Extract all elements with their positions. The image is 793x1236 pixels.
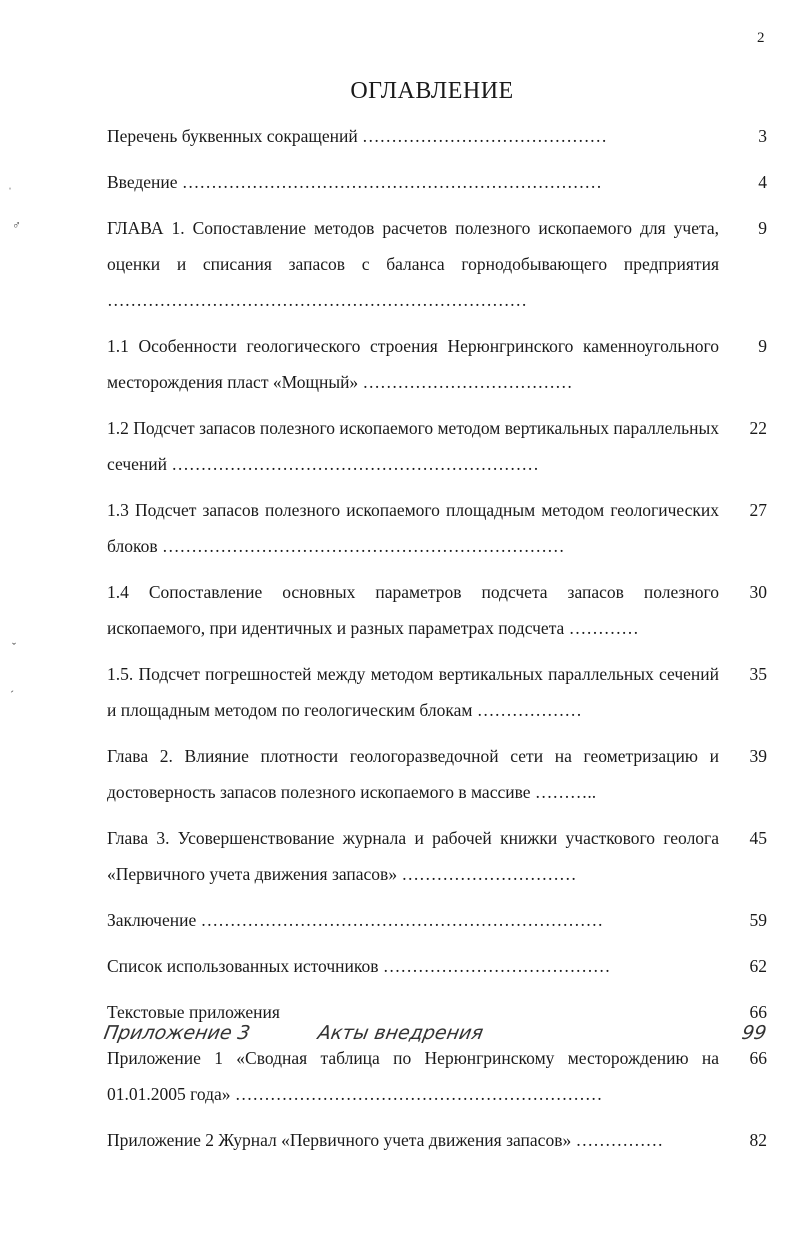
- toc-entry-page: 27: [749, 500, 767, 520]
- toc-entry-page: 30: [749, 582, 767, 602]
- toc-entry: [107, 1122, 767, 1158]
- toc-entry-page: 39: [749, 746, 767, 766]
- toc-entry: [107, 410, 767, 482]
- table-of-contents: [107, 118, 767, 1168]
- toc-entry-page: 3: [758, 126, 767, 146]
- toc-entry: [107, 492, 767, 564]
- toc-entry-page: 9: [758, 218, 767, 238]
- toc-entry-text: 1.2 Подсчет запасов полезного ископаемого методом вертикальных параллельных сечений ………………………………………………………: [107, 418, 719, 474]
- page-title: ОГЛАВЛЕНИЕ: [350, 78, 514, 104]
- toc-entry-page: 35: [749, 664, 767, 684]
- toc-entry-text: Глава 3. Усовершенствование журнала и рабочей книжки участкового геолога «Первичного учета движения запасов» …………………………: [107, 828, 719, 884]
- toc-entry-text: Введение ………………………………………………………………: [107, 172, 602, 192]
- toc-entry-page: 66: [749, 1002, 767, 1022]
- toc-entry-page: 9: [758, 336, 767, 356]
- toc-entry: [107, 738, 767, 810]
- handwritten-entry-title: Приложение 3: [102, 1022, 252, 1044]
- toc-entry-text: ГЛАВА 1. Сопоставление методов расчетов полезного ископаемого для учета, оценки и списания запасов с баланса горнодобывающего предприятия ………………………………………………………………: [107, 218, 719, 310]
- scan-mark: ˊ: [10, 688, 14, 702]
- toc-entry-page: 82: [749, 1130, 767, 1150]
- toc-entry-page: 22: [749, 418, 767, 438]
- toc-entry-page: 66: [749, 1048, 767, 1068]
- toc-entry-text: 1.5. Подсчет погрешностей между методом вертикальных параллельных сечений и площадным методом по геологическим блокам ………………: [107, 664, 719, 720]
- toc-entry-text: Заключение ……………………………………………………………: [107, 910, 604, 930]
- toc-entry-text: 1.1 Особенности геологического строения Нерюнгринского каменноугольного месторождения пласт «Мощный» ………………………………: [107, 336, 719, 392]
- scan-mark: ˈ: [8, 185, 12, 199]
- toc-entry-page: 62: [749, 956, 767, 976]
- toc-entry-text: Список использованных источников …………………………………: [107, 956, 611, 976]
- toc-entry-text: 1.3 Подсчет запасов полезного ископаемого площадным методом геологических блоков ……………………………………………………………: [107, 500, 719, 556]
- toc-entry: [107, 948, 767, 984]
- toc-entry: [107, 902, 767, 938]
- toc-entry-text: 1.4 Сопоставление основных параметров подсчета запасов полезного ископаемого, при идентичных и разных параметрах подсчета …………: [107, 582, 719, 638]
- scan-mark: ˇ: [12, 640, 16, 654]
- toc-entry-text: Текстовые приложения: [107, 1002, 280, 1022]
- toc-entry: [107, 574, 767, 646]
- toc-entry-text: Приложение 2 Журнал «Первичного учета движения запасов» ……………: [107, 1130, 664, 1150]
- toc-entry-text: Глава 2. Влияние плотности геологоразведочной сети на геометризацию и достоверность запасов полезного ископаемого в массиве ………..: [107, 746, 719, 802]
- scan-mark: ♂: [12, 218, 21, 232]
- toc-entry: [107, 118, 767, 154]
- toc-entry-text: Перечень буквенных сокращений ……………………………………: [107, 126, 608, 146]
- toc-entry-page: 4: [758, 172, 767, 192]
- page-number: 2: [757, 30, 765, 46]
- toc-entry: [107, 210, 767, 318]
- toc-entry-page: 45: [749, 828, 767, 848]
- handwritten-entry: [104, 1022, 766, 1058]
- toc-entry: [107, 656, 767, 728]
- handwritten-entry-subtitle: Акты внедрения: [316, 1022, 485, 1044]
- handwritten-entry-page: 99: [739, 1022, 768, 1044]
- toc-entry: [107, 164, 767, 200]
- toc-entry: [107, 820, 767, 892]
- toc-entry-text: Приложение 1 «Сводная таблица по Нерюнгринскому месторождению на 01.01.2005 года» ………………………………………………………: [107, 1048, 719, 1104]
- toc-entry-page: 59: [749, 910, 767, 930]
- toc-entry: [107, 328, 767, 400]
